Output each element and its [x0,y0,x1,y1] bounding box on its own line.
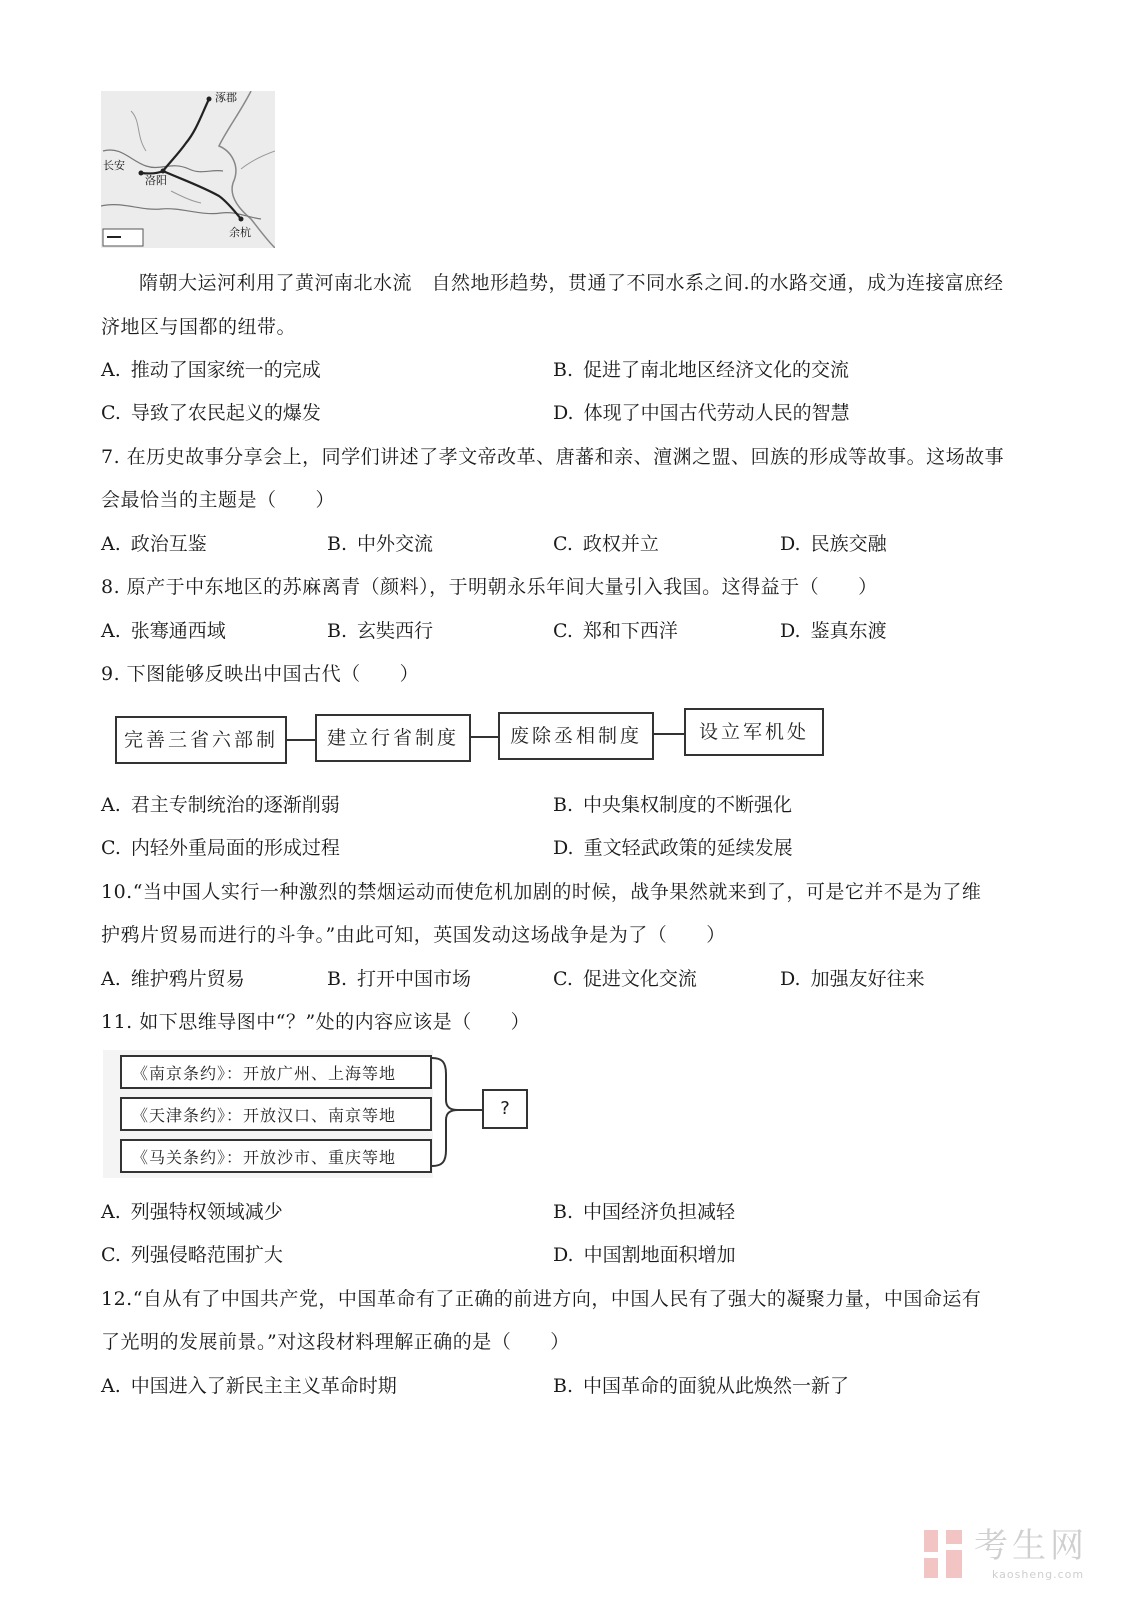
q11-option-b[interactable] [553,1199,735,1225]
option-key: B. [327,968,348,990]
option-text: 政权并立 [582,533,659,555]
flow-connector [652,733,684,735]
option-text: 中国经济负担减轻 [583,1201,736,1223]
option-text: 推动了国家统一的完成 [130,359,321,381]
option-key: D. [553,1244,574,1266]
option-text: 政治互鉴 [130,533,207,555]
option-text: 郑和下西洋 [582,620,678,642]
q7-option-d[interactable] [780,531,887,557]
map-label-luoyang: 洛阳 [145,174,167,187]
option-text: 体现了中国古代劳动人民的智慧 [583,402,850,424]
flow-box-3: 废除丞相制度 [498,712,654,760]
grand-canal-map [101,91,275,248]
option-key: A. [101,620,121,642]
option-key: A. [101,1375,121,1397]
option-text: 促进了南北地区经济文化的交流 [583,359,850,381]
option-key: B. [553,794,574,816]
option-text: 中外交流 [357,533,434,555]
q6-stem-line1: 隋朝大运河利用了黄河南北水流 自然地形趋势，贯通了不同水系之间.的水路交通，成为连接富庶经 [139,272,1004,294]
map-label-changan: 长安 [103,159,125,172]
option-key: B. [553,1375,574,1397]
q8-stem: 8. 原产于中东地区的苏麻离青（颜料），于明朝永乐年间大量引入我国。这得益于（ ） [101,576,878,598]
q7-stem-line2: 会最恰当的主题是（ ） [101,489,336,511]
watermark-domain: kaosheng.com [992,1568,1085,1581]
option-key: A. [101,1201,121,1223]
option-key: D. [553,837,574,859]
q6-stem-line2: 济地区与国都的纽带。 [101,316,297,338]
q6-option-d[interactable] [553,400,850,426]
option-text: 维护鸦片贸易 [130,968,245,990]
q9-option-d[interactable] [553,835,793,861]
option-text: 内轻外重局面的形成过程 [130,837,340,859]
option-key: C. [553,968,573,990]
option-key: D. [780,620,801,642]
map-label-zhuojun: 涿郡 [215,91,237,104]
q10-stem-line1: 10.“当中国人实行一种激烈的禁烟运动而使危机加剧的时候，战争果然就来到了，可是它并不是为了维 [101,881,982,903]
option-text: 民族交融 [810,533,887,555]
q7-option-b[interactable] [327,531,433,557]
q9-option-a[interactable] [101,792,340,818]
q12-option-a[interactable] [101,1373,397,1399]
option-key: C. [553,533,573,555]
q12-stem-line1: 12.“自从有了中国共产党，中国革命有了正确的前进方向，中国人民有了强大的凝聚力量，中国命运有 [101,1288,982,1310]
q12-stem-line2: 了光明的发展前景。”对这段材料理解正确的是（ ） [101,1331,570,1353]
q8-option-b[interactable] [327,618,433,644]
q10-option-b[interactable] [327,966,471,992]
q8-option-a[interactable] [101,618,226,644]
q8-option-c[interactable] [553,618,678,644]
mindmap-brace [430,1052,490,1172]
option-text: 玄奘西行 [357,620,434,642]
option-key: D. [780,968,801,990]
mindmap-item-nanjing: 《南京条约》：开放广州、上海等地 [120,1055,432,1089]
option-key: D. [780,533,801,555]
option-text: 打开中国市场 [357,968,472,990]
q7-option-a[interactable] [101,531,207,557]
option-key: A. [101,533,121,555]
q9-option-c[interactable] [101,835,340,861]
q6-option-b[interactable] [553,357,849,383]
map-drawing [101,91,275,248]
option-key: A. [101,968,121,990]
q9-stem: 9. 下图能够反映出中国古代（ ） [101,663,420,685]
q10-stem-line2: 护鸦片贸易而进行的斗争。”由此可知，英国发动这场战争是为了（ ） [101,924,726,946]
q7-stem-line1: 7. 在历史故事分享会上，同学们讲述了孝文帝改革、唐蕃和亲、澶渊之盟、回族的形成等故事。这场故事 [101,446,1005,468]
option-key: C. [101,1244,121,1266]
option-text: 鉴真东渡 [810,620,887,642]
option-key: B. [327,533,348,555]
q10-option-c[interactable] [553,966,697,992]
q6-option-a[interactable] [101,357,321,383]
flow-connector [469,736,498,738]
option-text: 重文轻武政策的延续发展 [583,837,793,859]
option-text: 中国割地面积增加 [583,1244,736,1266]
mindmap-question-box: ? [482,1089,528,1129]
option-text: 中国进入了新民主主义革命时期 [130,1375,397,1397]
option-key: D. [553,402,574,424]
q11-option-a[interactable] [101,1199,283,1225]
option-key: B. [553,1201,574,1223]
flow-connector [285,739,315,741]
option-text: 促进文化交流 [582,968,697,990]
option-text: 加强友好往来 [810,968,925,990]
q12-option-b[interactable] [553,1373,849,1399]
map-label-yuhang: 余杭 [229,226,251,239]
q11-stem: 11. 如下思维导图中“？”处的内容应该是（ ） [101,1011,531,1033]
option-key: B. [327,620,348,642]
mindmap-item-tianjin: 《天津条约》：开放汉口、南京等地 [120,1097,432,1131]
q10-option-d[interactable] [780,966,925,992]
option-key: C. [101,837,121,859]
option-key: C. [101,402,121,424]
watermark-brand: 考生网 [974,1526,1088,1566]
option-text: 列强侵略范围扩大 [130,1244,283,1266]
kaosheng-logo-icon [922,1528,966,1580]
q6-option-c[interactable] [101,400,321,426]
option-text: 中央集权制度的不断强化 [583,794,793,816]
mindmap-item-maguan: 《马关条约》：开放沙市、重庆等地 [120,1139,432,1173]
q11-option-c[interactable] [101,1242,283,1268]
flow-box-1: 完善三省六部制 [115,716,287,764]
kaosheng-watermark [922,1524,1122,1590]
option-text: 中国革命的面貌从此焕然一新了 [583,1375,850,1397]
option-key: C. [553,620,573,642]
q8-option-d[interactable] [780,618,887,644]
q11-option-d[interactable] [553,1242,736,1268]
q10-option-a[interactable] [101,966,245,992]
q9-option-b[interactable] [553,792,792,818]
option-text: 列强特权领域减少 [130,1201,283,1223]
option-text: 导致了农民起义的爆发 [130,402,321,424]
option-key: A. [101,794,121,816]
option-key: B. [553,359,574,381]
flow-box-2: 建立行省制度 [315,714,471,762]
option-text: 张骞通西域 [130,620,226,642]
option-key: A. [101,359,121,381]
q7-option-c[interactable] [553,531,659,557]
flow-box-4: 设立军机处 [684,708,824,756]
option-text: 君主专制统治的逐渐削弱 [130,794,340,816]
